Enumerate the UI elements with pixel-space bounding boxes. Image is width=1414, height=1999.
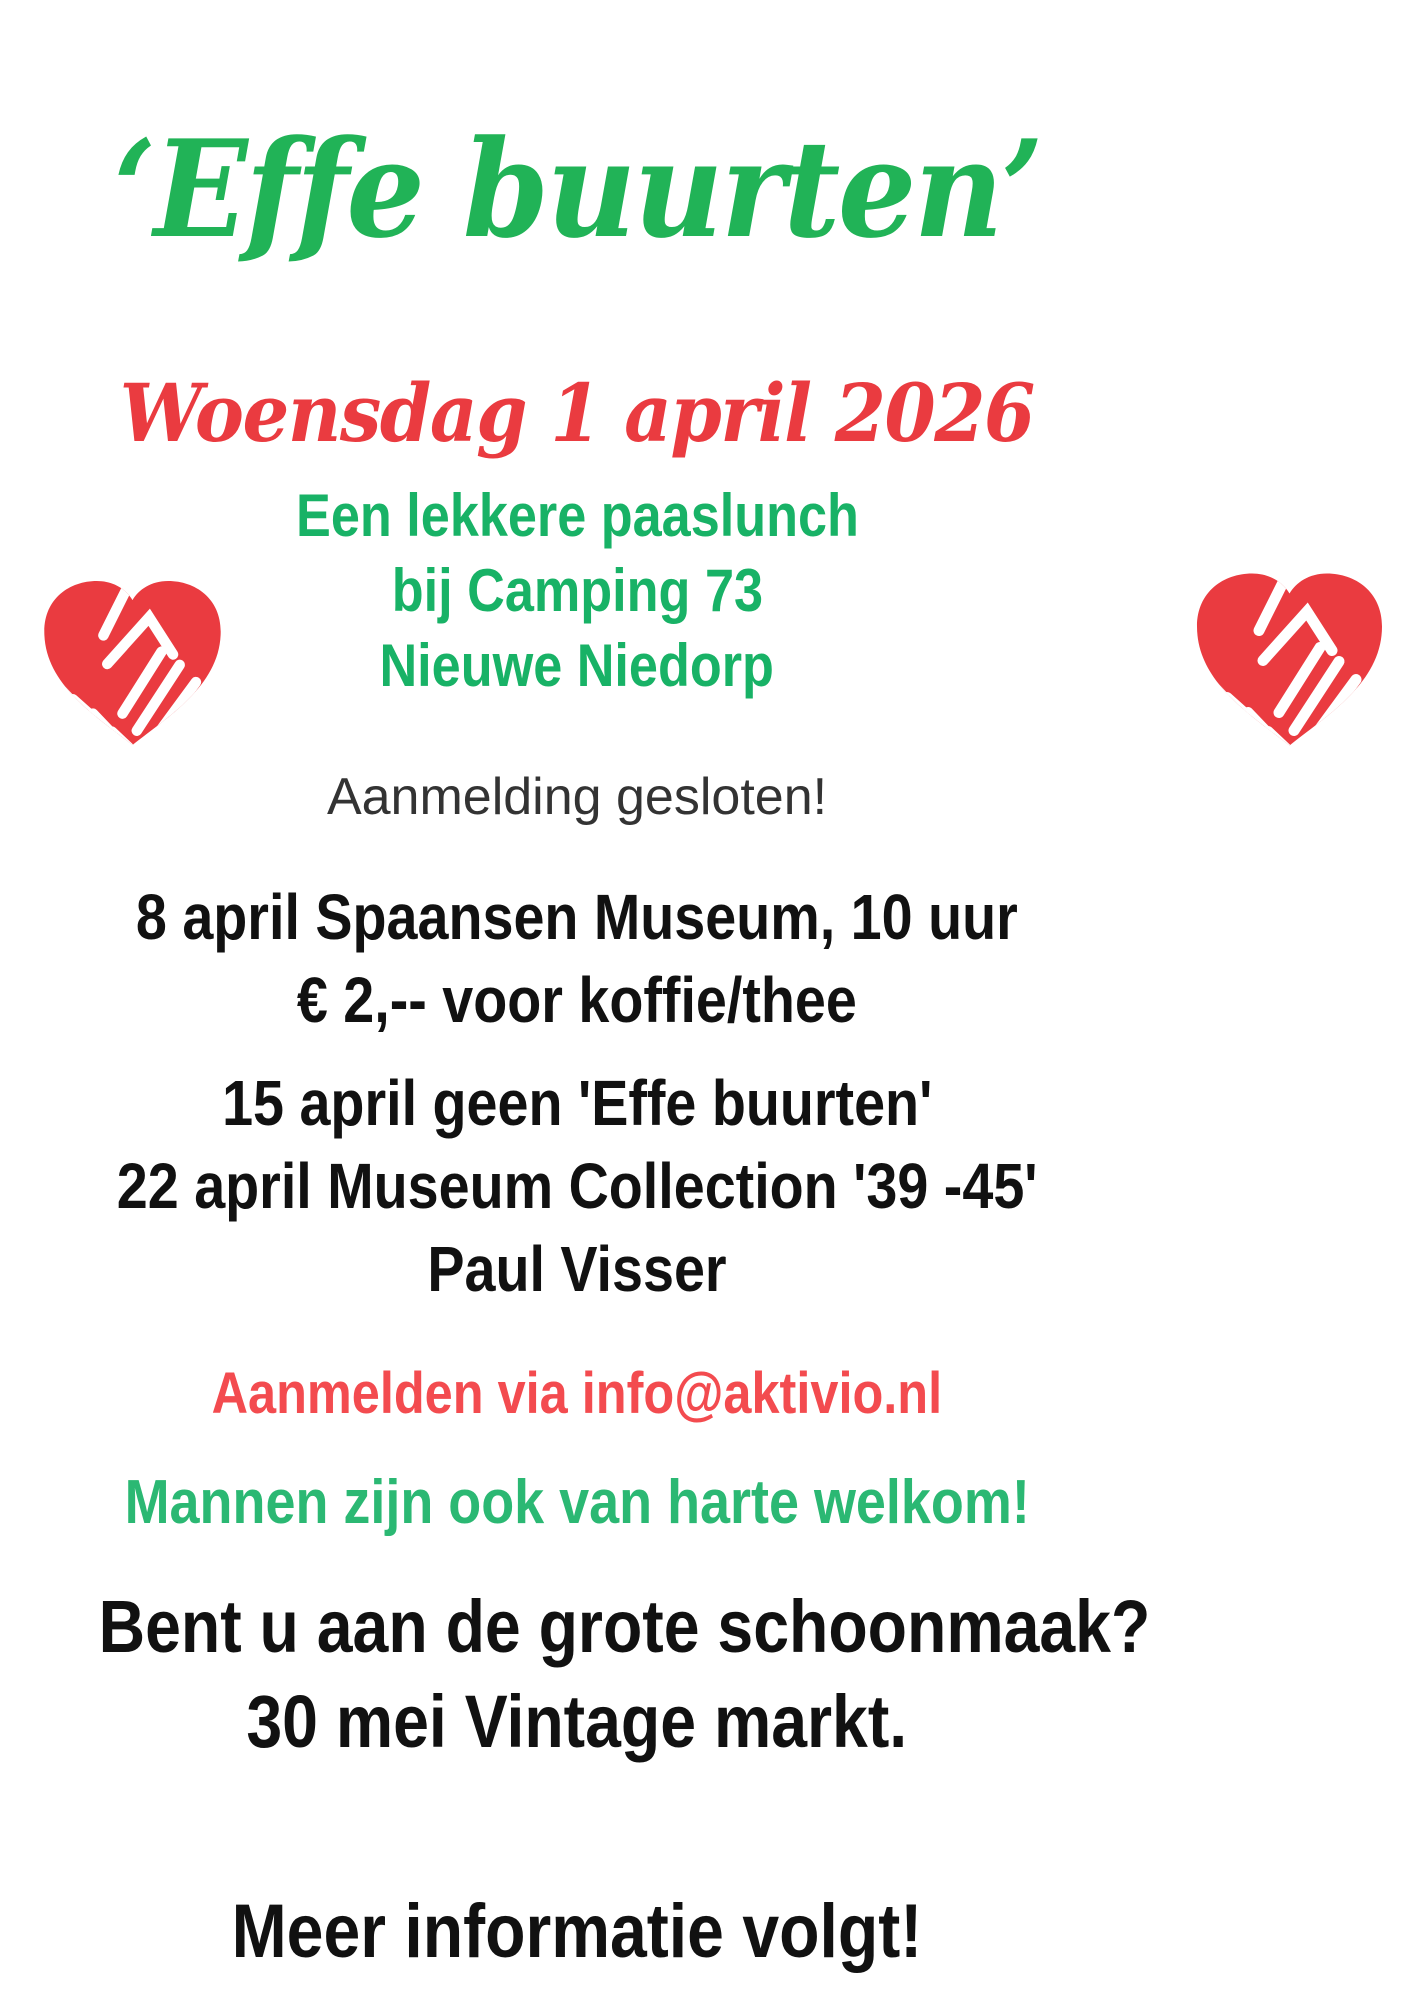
event-line: Een lekkere paaslunch: [295, 482, 859, 549]
announcement-block: [20, 1579, 1151, 1769]
agenda-block-2: [20, 1062, 1134, 1311]
heart-handshake-icon: [30, 566, 235, 766]
announcement-line: Bent u aan de grote schoonmaak?: [98, 1585, 1151, 1668]
signup-text: Aanmelden via info@aktivio.nl: [211, 1361, 943, 1426]
poster-title: [20, 60, 1134, 319]
heart-handshake-icon: [1182, 560, 1397, 765]
agenda-line: € 2,-- voor koffie/thee: [296, 964, 858, 1036]
poster-title-text: ‘Effe buurten’: [112, 110, 1042, 268]
event-line: bij Camping 73: [391, 557, 763, 624]
agenda-line: Paul Visser: [427, 1233, 727, 1305]
footer-line: [20, 1884, 1134, 1979]
welcome-line: [20, 1462, 1134, 1543]
agenda-line: 22 april Museum Collection '39 -45': [116, 1150, 1038, 1222]
agenda-line: 8 april Spaansen Museum, 10 uur: [136, 881, 1018, 953]
footer-text: Meer informatie volgt!: [231, 1889, 923, 1974]
welcome-text: Mannen zijn ook van harte welkom!: [124, 1468, 1030, 1537]
event-date-text: Woensdag 1 april 2026: [119, 366, 1034, 460]
announcement-line: 30 mei Vintage markt.: [246, 1680, 908, 1763]
event-date: [20, 349, 1134, 478]
agenda-line: 15 april geen 'Effe buurten': [221, 1067, 933, 1139]
signup-line: [20, 1353, 1134, 1434]
status-line: Aanmelding gesloten!: [326, 768, 828, 826]
agenda-block-1: [20, 876, 1134, 1042]
event-line: Nieuwe Niedorp: [379, 632, 775, 699]
